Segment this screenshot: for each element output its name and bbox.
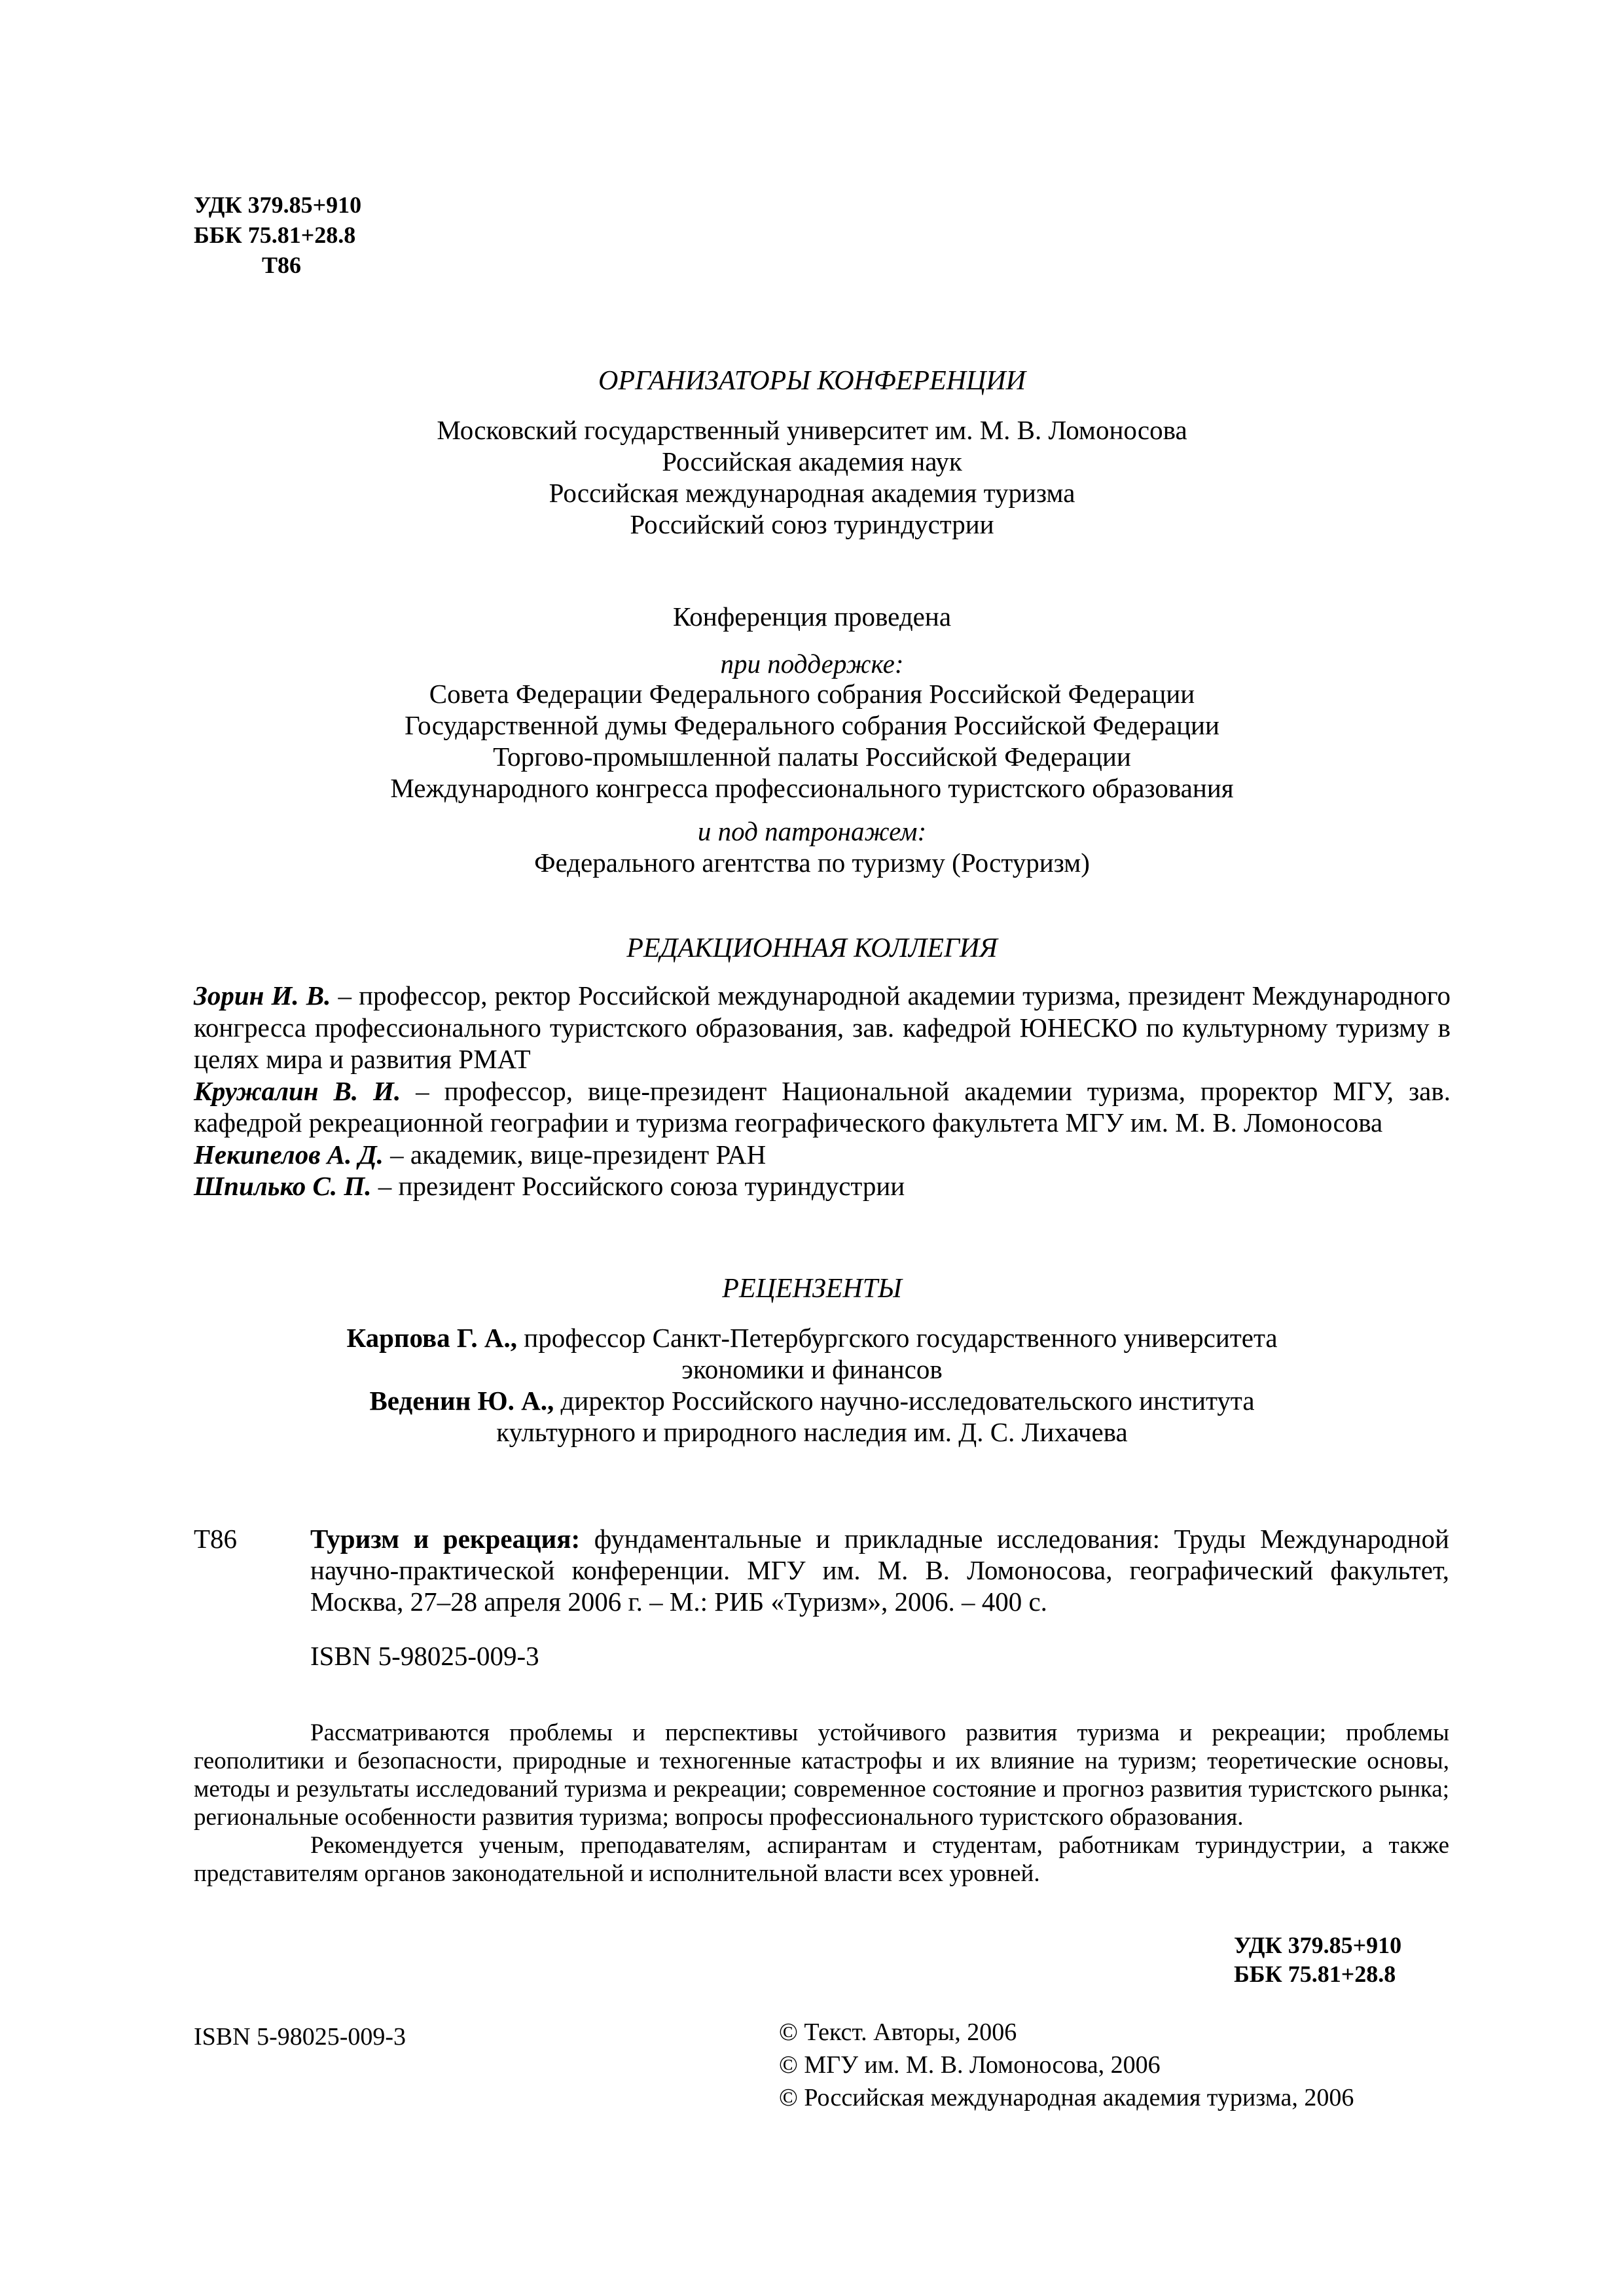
patronage-label: и под патронажем: bbox=[697, 816, 927, 846]
support-label: при поддержке: bbox=[720, 649, 904, 679]
reviewer bbox=[0, 1322, 1624, 1385]
reviewers-title: РЕЦЕНЗЕНТЫ bbox=[722, 1274, 902, 1304]
board-member bbox=[194, 1075, 1451, 1139]
reviewer-line: директор Российского научно-исследовательского института bbox=[554, 1386, 1255, 1416]
support-line: Торгово-промышленной палаты Российской Федерации bbox=[493, 742, 1131, 772]
support-list bbox=[0, 678, 1624, 804]
abstract bbox=[194, 1719, 1449, 1888]
reviewer-line: профессор Санкт-Петербургского государственного университета bbox=[517, 1323, 1278, 1353]
copyright-line: © МГУ им. М. В. Ломоносова, 2006 bbox=[779, 2051, 1161, 2079]
biblio-text: фундаментальные и прикладные исследования: Труды Международной научно-практической конференции. МГУ им. М. В. Ломоносова, географический факультет, Москва, 27–28 апреля 2006 г. – М.: РИБ «Туризм», 2006. – 400 с. bbox=[310, 1524, 1449, 1617]
organizer-line: Российский союз туриндустрии bbox=[630, 509, 994, 539]
abstract-paragraph: Рекомендуется ученым, преподавателям, аспирантам и студентам, работникам туриндустрии, а также представителям органов законодательной и исполнительной власти всех уровней. bbox=[194, 1832, 1449, 1887]
reviewer-name: Веденин Ю. А., bbox=[369, 1386, 554, 1416]
board-member bbox=[194, 980, 1451, 1075]
biblio-record bbox=[310, 1523, 1449, 1617]
book-title: Туризм и рекреация: bbox=[310, 1524, 581, 1554]
biblio-code: Т86 bbox=[194, 1524, 238, 1554]
bbk-code: ББК 75.81+28.8 bbox=[194, 222, 356, 248]
copyright-line: © Российская международная академия туризма, 2006 bbox=[779, 2084, 1354, 2111]
reviewer bbox=[0, 1385, 1624, 1448]
biblio-isbn: ISBN 5-98025-009-3 bbox=[310, 1641, 539, 1671]
organizer-line: Российская академия наук bbox=[662, 446, 962, 476]
organizers-title: ОРГАНИЗАТОРЫ КОНФЕРЕНЦИИ bbox=[598, 366, 1026, 396]
copyright-line: © Текст. Авторы, 2006 bbox=[779, 2018, 1017, 2046]
member-name: Кружалин В. И. bbox=[194, 1075, 401, 1106]
member-desc: – профессор, вице-президент Национальной академии туризма, проректор МГУ, зав. кафедрой рекреационной географии и туризма географического факультета МГУ им. М. В. Ломоносова bbox=[194, 1075, 1451, 1138]
organizers-list bbox=[0, 414, 1624, 540]
reviewer-name: Карпова Г. А., bbox=[346, 1323, 517, 1353]
member-desc: – президент Российского союза туриндустрии bbox=[371, 1171, 905, 1201]
editorial-board-title: РЕДАКЦИОННАЯ КОЛЛЕГИЯ bbox=[626, 933, 998, 963]
board-member bbox=[194, 1139, 1451, 1171]
member-name: Шпилько С. П. bbox=[194, 1171, 372, 1201]
support-heading: Конференция проведена bbox=[672, 601, 952, 632]
reviewer-line: культурного и природного наследия им. Д. С. Лихачева bbox=[496, 1417, 1128, 1447]
board-member bbox=[194, 1170, 1451, 1202]
footer-bbk: ББК 75.81+28.8 bbox=[1234, 1961, 1396, 1987]
footer-udk: УДК 379.85+910 bbox=[1234, 1932, 1402, 1958]
reviewer-line: экономики и финансов bbox=[681, 1354, 943, 1384]
classification-block bbox=[194, 190, 361, 280]
organizer-line: Российская международная академия туризма bbox=[549, 478, 1075, 508]
member-name: Зорин И. В. bbox=[194, 980, 331, 1011]
organizer-line: Московский государственный университет им. М. В. Ломоносова bbox=[437, 415, 1187, 445]
support-line: Совета Федерации Федерального собрания Российской Федерации bbox=[429, 679, 1195, 709]
patronage-line: Федерального агентства по туризму (Ростуризм) bbox=[534, 848, 1090, 878]
editorial-board-list bbox=[194, 980, 1451, 1202]
author-mark: Т86 bbox=[262, 252, 302, 278]
support-line: Государственной думы Федерального собрания Российской Федерации bbox=[405, 710, 1219, 740]
member-desc: – академик, вице-президент РАН bbox=[383, 1139, 767, 1170]
copyright-block bbox=[779, 2016, 1354, 2114]
member-desc: – профессор, ректор Российской международной академии туризма, президент Международного конгресса профессионального туристского образования, зав. кафедрой ЮНЕСКО по культурному туризму в целях мира и развития РМАТ bbox=[194, 980, 1451, 1074]
udk-code: УДК 379.85+910 bbox=[194, 192, 362, 218]
footer-classification bbox=[1234, 1931, 1401, 1988]
member-name: Некипелов А. Д. bbox=[194, 1139, 384, 1170]
abstract-paragraph: Рассматриваются проблемы и перспективы устойчивого развития туризма и рекреации; проблемы геополитики и безопасности, природные и техногенные катастрофы и их влияние на туризм; теоретические основы, методы и результаты исследований туризма и рекреации; современное состояние и прогноз развития туристского рынка; региональные особенности развития туризма; вопросы профессионального туристского образования. bbox=[194, 1719, 1449, 1831]
footer-isbn: ISBN 5-98025-009-3 bbox=[194, 2023, 406, 2051]
support-line: Международного конгресса профессионального туристского образования bbox=[390, 773, 1234, 803]
